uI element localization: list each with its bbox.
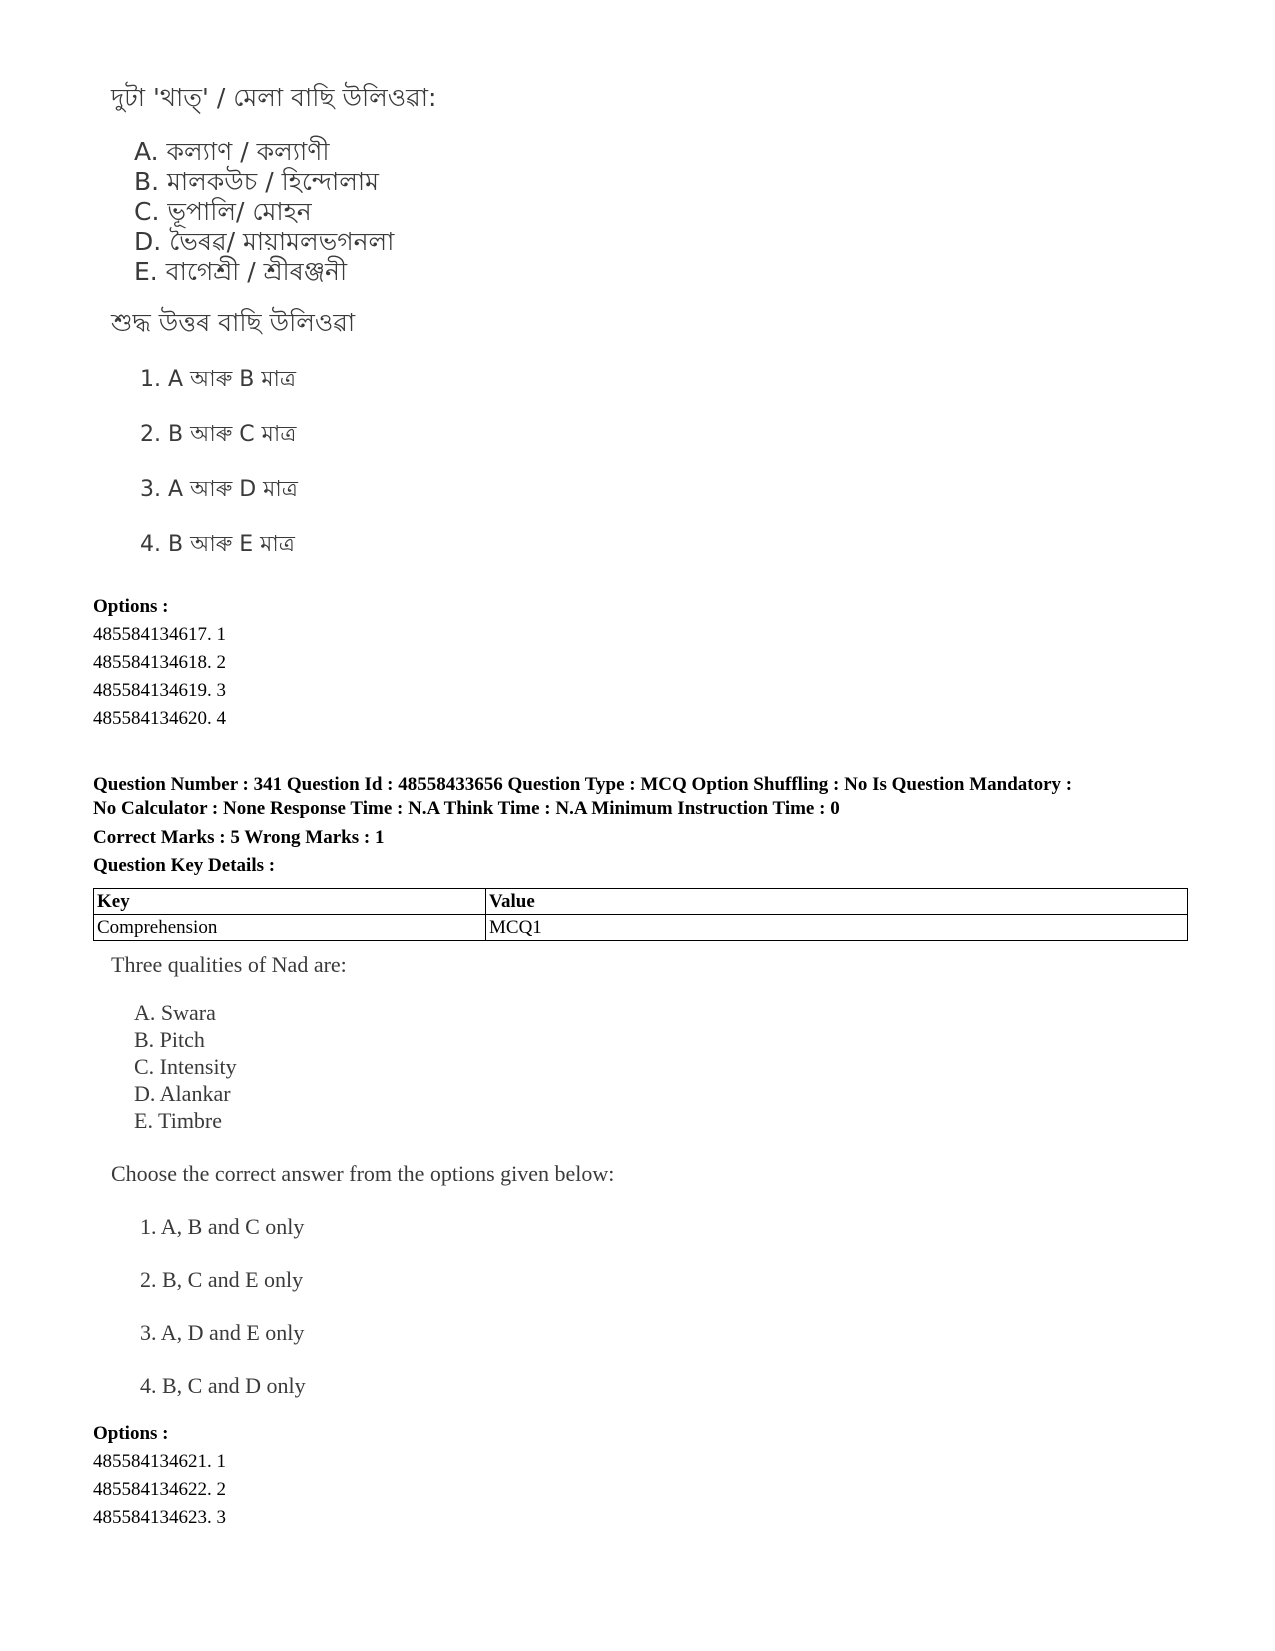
question-instruction: Choose the correct answer from the options given below: (111, 1161, 615, 1186)
answer-choice-2: 2. B, C and E only (140, 1267, 304, 1292)
statement-b: B. Pitch (134, 1027, 205, 1052)
question-key-table (93, 888, 1188, 941)
prev-statement-e: E. বাগেশ্ৰী / শ্ৰীৰঞ্জনী (134, 257, 348, 286)
statement-a: A. Swara (134, 1000, 216, 1025)
answer-choice-1: 1. A, B and C only (140, 1214, 305, 1239)
question-meta-line-2: No Calculator : None Response Time : N.A Think Time : N.A Minimum Instruction Time : 0 (93, 798, 840, 819)
question-marks: Correct Marks : 5 Wrong Marks : 1 (93, 827, 385, 848)
statement-c: C. Intensity (134, 1054, 237, 1079)
question-key-details-label: Question Key Details : (93, 855, 276, 876)
table-row (94, 915, 1188, 941)
options-label: Options : (93, 1423, 169, 1444)
prev-answer-choice-3: 3. A আৰু D মাত্ৰ (140, 477, 298, 502)
statement-d: D. Alankar (134, 1081, 231, 1106)
question-meta-line-1: Question Number : 341 Question Id : 48558433656 Question Type : MCQ Option Shuffling : No Is Question Mandatory : (93, 774, 1073, 795)
prev-options-label: Options : (93, 596, 169, 617)
prev-option-3: 485584134619. 3 (93, 680, 226, 701)
answer-choice-3: 3. A, D and E only (140, 1320, 305, 1345)
option-3: 485584134623. 3 (93, 1507, 226, 1528)
prev-instruction: শুদ্ধ উত্তৰ বাছি উলিওৱা (111, 308, 356, 337)
prev-answer-choice-1: 1. A আৰু B মাত্ৰ (140, 367, 297, 392)
question-stem: Three qualities of Nad are: (111, 952, 347, 977)
prev-statement-c: C. ভূপালি/ মোহন (134, 197, 312, 226)
option-1: 485584134621. 1 (93, 1451, 226, 1472)
option-2: 485584134622. 2 (93, 1479, 226, 1500)
prev-option-2: 485584134618. 2 (93, 652, 226, 673)
prev-option-1: 485584134617. 1 (93, 624, 226, 645)
prev-answer-choice-2: 2. B আৰু C মাত্ৰ (140, 422, 297, 447)
prev-statement-d: D. ভৈৰৱ/ মায়ামলভগনলা (134, 227, 395, 256)
key-table-header-row (94, 889, 1188, 915)
key-table-cell-value: MCQ1 (486, 915, 1188, 941)
prev-option-4: 485584134620. 4 (93, 708, 226, 729)
prev-answer-choice-4: 4. B আৰু E মাত্ৰ (140, 532, 295, 557)
prev-statement-a: A. কল্যাণ / কল্যাণী (134, 137, 330, 166)
statement-e: E. Timbre (134, 1108, 223, 1133)
prev-statement-b: B. মালকউচ / হিন্দোলাম (134, 167, 379, 196)
key-table-cell-key: Comprehension (94, 915, 486, 941)
key-table-header-value: Value (486, 889, 1188, 915)
answer-choice-4: 4. B, C and D only (140, 1373, 306, 1398)
key-table-header-key: Key (94, 889, 486, 915)
prev-question-stem: দুটা 'থাত্' / মেলা বাছি উলিওৱা: (111, 83, 437, 112)
